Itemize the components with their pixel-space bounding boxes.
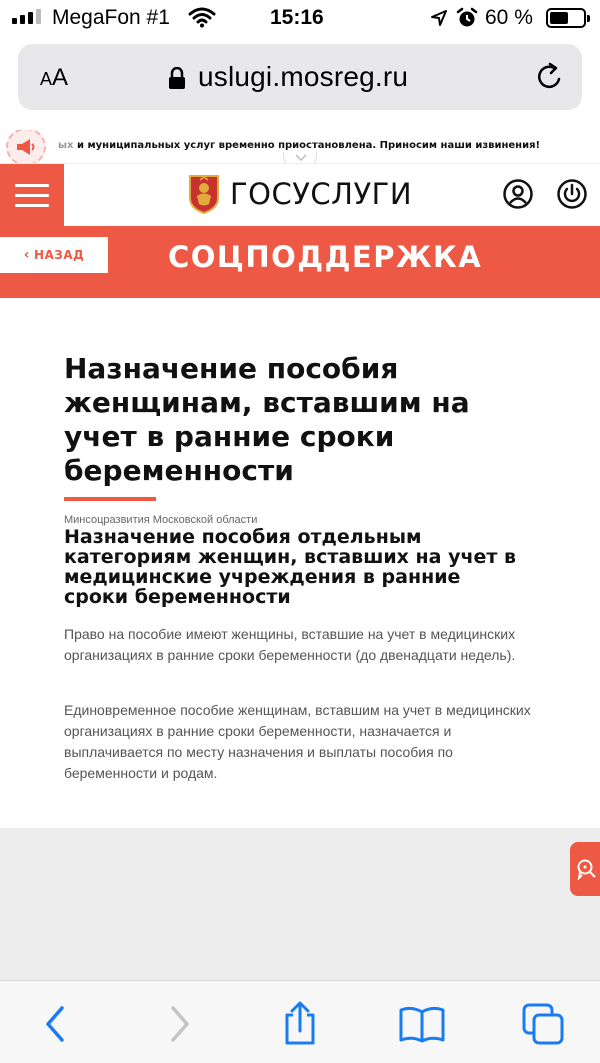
- title-underline: [64, 497, 156, 501]
- text-size-button[interactable]: AA: [40, 64, 69, 91]
- back-button[interactable]: [0, 237, 108, 273]
- gosuslugi-logo[interactable]: [186, 174, 412, 214]
- page-title: Назначение пособия женщинам, вставшим на учет в ранние сроки беременности: [64, 352, 470, 487]
- browser-toolbar: [0, 980, 600, 1063]
- chevron-left-icon: ‹: [23, 247, 30, 263]
- reload-icon[interactable]: [534, 61, 566, 97]
- back-icon[interactable]: [30, 999, 80, 1049]
- ministry-label: Минсоцразвития Московской области: [64, 514, 258, 526]
- notice-banner: [0, 130, 600, 164]
- menu-button[interactable]: [0, 164, 64, 226]
- signal-icon: [12, 8, 41, 24]
- logo-text: ГОСУСЛУГИ: [230, 177, 413, 211]
- section-bar: [0, 226, 600, 298]
- main-content: [0, 298, 600, 828]
- carrier-name: MegaFon #1: [52, 6, 170, 29]
- user-icon[interactable]: [502, 178, 534, 214]
- paragraph-eligibility: Право на пособие имеют женщины, вставшие на учет в медицинских организациях в ранние сроки беременности (до двенадцати недель).: [64, 626, 516, 663]
- forward-icon[interactable]: [155, 999, 205, 1049]
- emblem-icon: [186, 174, 222, 214]
- status-bar: [0, 0, 600, 38]
- megaphone-icon: [6, 130, 46, 164]
- tabs-icon[interactable]: [518, 999, 568, 1049]
- lock-icon: [168, 67, 186, 93]
- chat-button[interactable]: [570, 842, 600, 896]
- service-subtitle: Назначение пособия отдельным категориям женщин, вставших на учет в медицинские учреждения в ранние сроки беременности: [64, 526, 517, 608]
- paragraph-payment: Единовременное пособие женщинам, вставшим на учет в медицинских организациях в ранние сроки беременности, назначается и выплачивается по месту назначения и выплаты пособия по беременности и родам.: [64, 702, 531, 781]
- location-icon: [430, 9, 448, 31]
- alarm-icon: [456, 7, 478, 33]
- notice-text: ых и муниципальных услуг временно приостановлена. Приносим наши извинения!: [58, 140, 541, 151]
- back-button-label: НАЗАД: [33, 248, 85, 262]
- notice-collapse-button[interactable]: [283, 152, 317, 164]
- address-bar[interactable]: [18, 44, 582, 110]
- share-icon[interactable]: [275, 999, 325, 1049]
- bookmarks-icon[interactable]: [397, 999, 447, 1049]
- section-title: СОЦПОДДЕРЖКА: [168, 240, 483, 274]
- clock-time: 15:16: [270, 6, 324, 29]
- power-icon[interactable]: [556, 178, 588, 214]
- battery-percent: 60 %: [485, 6, 533, 29]
- wifi-icon: [188, 6, 216, 32]
- site-header: [0, 164, 600, 226]
- url-text[interactable]: uslugi.mosreg.ru: [198, 61, 409, 92]
- battery-icon: [546, 8, 586, 28]
- footer-area: [0, 828, 600, 980]
- chat-icon: [576, 858, 598, 880]
